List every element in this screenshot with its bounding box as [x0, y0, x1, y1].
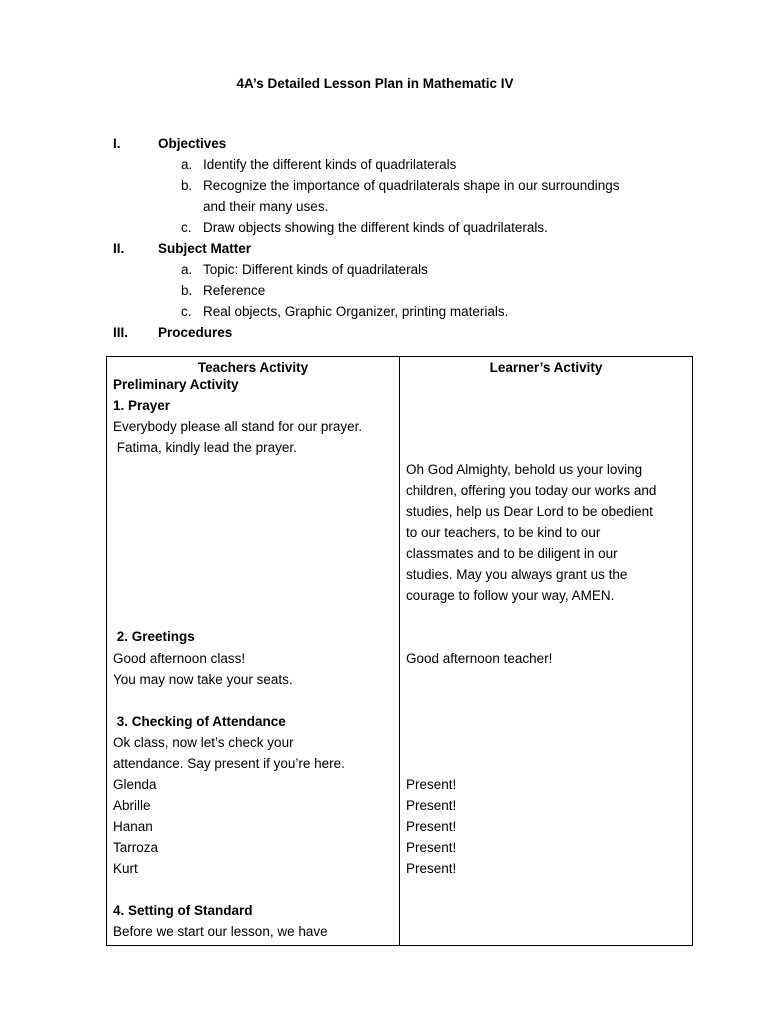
preliminary-activity-heading: Preliminary Activity [113, 377, 239, 392]
teacher-line: Before we start our lesson, we have [113, 924, 328, 939]
teacher-line: You may now take your seats. [113, 672, 293, 687]
learner-present-reply: Present! [406, 840, 457, 855]
subject-letter: a. [181, 262, 193, 277]
objective-letter: c. [181, 220, 192, 235]
teacher-line: Everybody please all stand for our prayer. [113, 419, 363, 434]
teacher-line: attendance. Say present if you’re here. [113, 756, 345, 771]
objective-letter: b. [181, 178, 193, 193]
learner-present-reply: Present! [406, 819, 457, 834]
learner-prayer-line: children, offering you today our works and [406, 483, 657, 498]
header-teachers-activity: Teachers Activity [197, 360, 309, 375]
teacher-line: Fatima, kindly lead the prayer. [113, 440, 297, 455]
student-name: Kurt [113, 861, 138, 876]
teacher-line: Ok class, now let’s check your [113, 735, 294, 750]
section-title-subject-matter: Subject Matter [158, 241, 252, 256]
subject-text: Topic: Different kinds of quadrilaterals [203, 262, 428, 277]
student-name: Hanan [113, 819, 153, 834]
attendance-heading: 3. Checking of Attendance [113, 714, 286, 729]
learner-prayer-line: to our teachers, to be kind to our [406, 525, 601, 540]
subject-letter: b. [181, 283, 193, 298]
table-column-divider [399, 357, 400, 945]
student-name: Tarroza [113, 840, 159, 855]
procedures-table [106, 356, 693, 946]
header-learners-activity: Learner’s Activity [489, 360, 603, 375]
learner-prayer-line: courage to follow your way, AMEN. [406, 588, 615, 603]
section-number-objectives: I. [113, 136, 121, 151]
subject-text: Reference [203, 283, 266, 298]
section-number-procedures: III. [113, 325, 129, 340]
student-name: Glenda [113, 777, 157, 792]
objective-text: Recognize the importance of quadrilaterals shape in our surroundings [203, 178, 620, 193]
prayer-heading: 1. Prayer [113, 398, 171, 413]
learner-present-reply: Present! [406, 861, 457, 876]
learner-prayer-line: studies. May you always grant us the [406, 567, 628, 582]
greetings-heading: 2. Greetings [113, 629, 195, 644]
teacher-line: Good afternoon class! [113, 651, 246, 666]
student-name: Abrille [113, 798, 151, 813]
learner-prayer-line: studies, help us Dear Lord to be obedient [406, 504, 653, 519]
section-title-procedures: Procedures [158, 325, 233, 340]
objective-letter: a. [181, 157, 193, 172]
subject-text: Real objects, Graphic Organizer, printing materials. [203, 304, 509, 319]
subject-letter: c. [181, 304, 192, 319]
objective-text: Draw objects showing the different kinds of quadrilaterals. [203, 220, 548, 235]
section-number-subject-matter: II. [113, 241, 125, 256]
objective-text: Identify the different kinds of quadrilaterals [203, 157, 457, 172]
learner-prayer-line: Oh God Almighty, behold us your loving [406, 462, 643, 477]
learner-prayer-line: classmates and to be diligent in our [406, 546, 618, 561]
document-title: 4A’s Detailed Lesson Plan in Mathematic IV [236, 76, 514, 91]
learner-present-reply: Present! [406, 777, 457, 792]
objective-text-continued: and their many uses. [203, 199, 329, 214]
learner-present-reply: Present! [406, 798, 457, 813]
section-title-objectives: Objectives [158, 136, 227, 151]
learner-greeting-reply: Good afternoon teacher! [406, 651, 553, 666]
setting-of-standard-heading: 4. Setting of Standard [113, 903, 253, 918]
